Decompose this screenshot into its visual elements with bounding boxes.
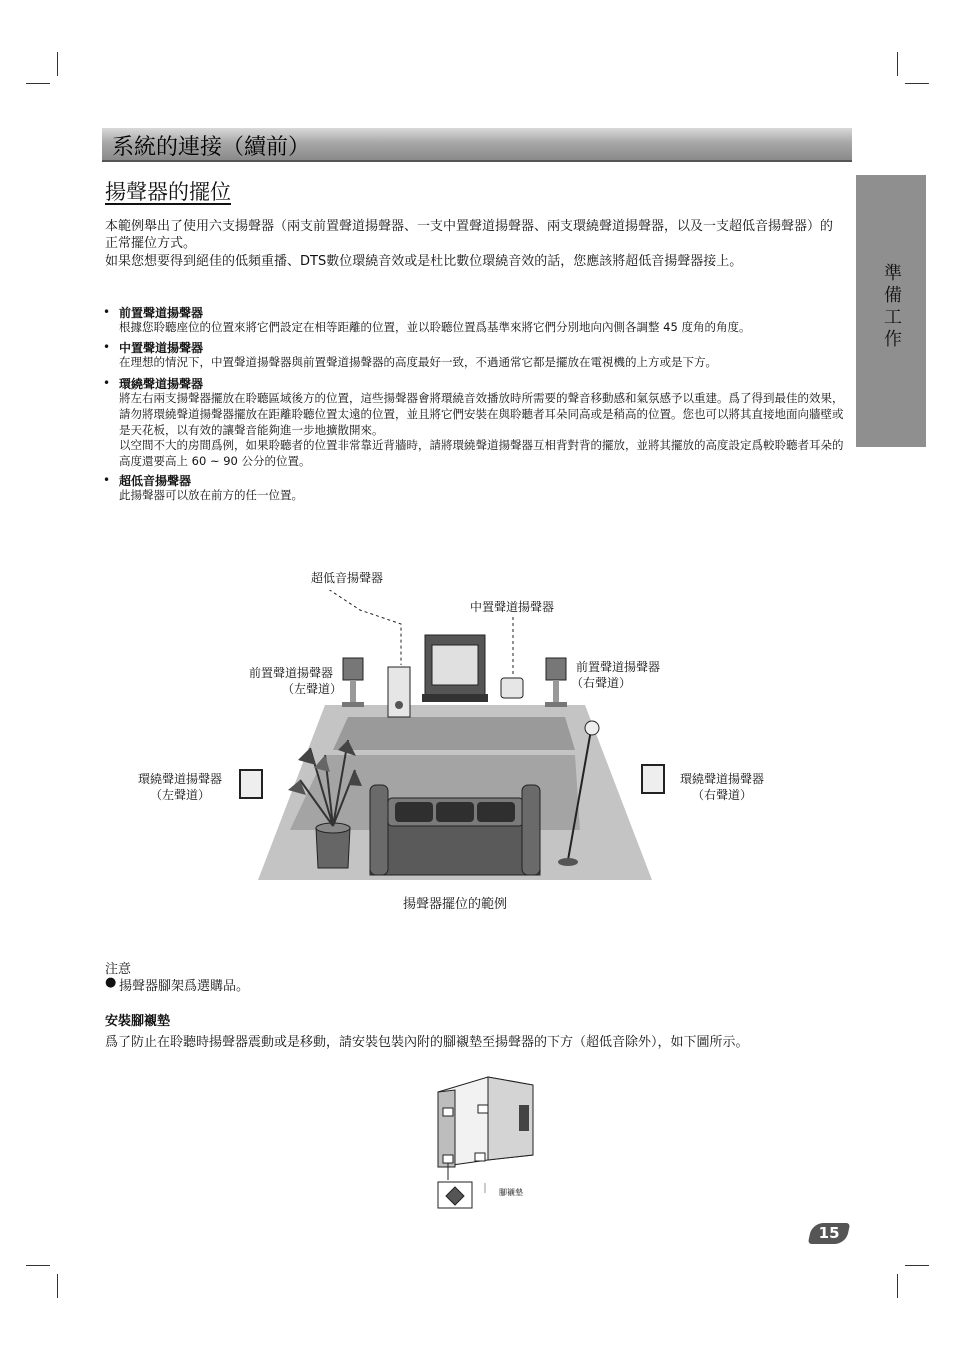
bullet-dot: •	[103, 305, 111, 319]
intro-paragraph-2: 如果您想要得到絕佳的低頻重播、DTS數位環繞音效或是杜比數位環繞音效的話，您應該將超低音揚聲器接上。	[105, 254, 743, 269]
section-title: 揚聲器的擺位	[105, 180, 231, 204]
page-number-badge	[808, 1223, 850, 1244]
bullet-dot: •	[103, 376, 111, 390]
label-front-right-channel: （右聲道）	[571, 676, 632, 690]
label-surround-left-channel: （左聲道）	[150, 788, 211, 802]
label-subwoofer: 超低音揚聲器	[311, 571, 384, 585]
label-surround-left: 環繞聲道揚聲器	[138, 772, 223, 786]
side-tab-label: 準備工作	[881, 263, 902, 351]
item-text-surround-2: 以空間不大的房間爲例，如果聆聽者的位置非常靠近背牆時，請將環繞聲道揚聲器互相背對背的擺放，並將其擺放的高度設定爲較聆聽者耳朵的高度還要高上 60 ~ 90 公分的位置。	[119, 438, 844, 468]
crop-mark	[897, 1274, 898, 1298]
label-surround-right-channel: （右聲道）	[692, 788, 753, 802]
pads-heading: 安裝腳襯墊	[105, 1014, 171, 1029]
crop-mark	[57, 52, 58, 76]
page-title: 系統的連接（續前）	[112, 135, 311, 160]
label-front-right: 前置聲道揚聲器	[576, 660, 661, 674]
crop-mark	[905, 1265, 929, 1266]
item-text-surround: 將左右兩支揚聲器擺放在聆聽區域後方的位置，這些揚聲器會將環繞音效播放時所需要的聲音移動感和氣氛感予以重建。爲了得到最佳的效果，請勿將環繞聲道揚聲器擺放在距離聆聽位置太遠的位置，並且將它們安裝在與聆聽者耳朵同高或是稍高的位置。您也可以將其直接地面向牆壁或是天花板，以有效的讓聲音能夠進一步地擴散開來。	[119, 391, 844, 437]
page-number: 15	[818, 1224, 840, 1242]
label-front-left-channel: （左聲道）	[282, 682, 343, 696]
illustration-caption: 揚聲器擺位的範例	[403, 897, 508, 912]
item-heading-front: 前置聲道揚聲器	[119, 306, 204, 320]
crop-mark	[897, 52, 898, 76]
note-text: 揚聲器腳架爲選購品。	[119, 979, 250, 994]
note-bullet: ●	[105, 975, 117, 990]
item-text-subwoofer: 此揚聲器可以放在前方的任一位置。	[119, 488, 303, 502]
label-surround-right: 環繞聲道揚聲器	[680, 772, 765, 786]
item-heading-surround: 環繞聲道揚聲器	[119, 377, 204, 391]
crop-mark	[57, 1274, 58, 1298]
note-heading: 注意	[105, 962, 132, 977]
side-tab	[856, 175, 926, 447]
pads-text: 爲了防止在聆聽時揚聲器震動或是移動，請安裝包裝內附的腳襯墊至揚聲器的下方（超低音除外），如下圖所示。	[105, 1035, 749, 1050]
crop-mark	[26, 1265, 50, 1266]
label-front-left: 前置聲道揚聲器	[249, 666, 334, 680]
header-bar	[102, 128, 852, 162]
crop-mark	[905, 83, 929, 84]
item-heading-subwoofer: 超低音揚聲器	[119, 474, 192, 488]
crop-mark	[26, 83, 50, 84]
item-heading-center: 中置聲道揚聲器	[119, 341, 204, 355]
bullet-dot: •	[103, 340, 111, 354]
item-text-front: 根據您聆聽座位的位置來將它們設定在相等距離的位置，並以聆聽位置爲基準來將它們分別地向內側各調整 45 度角的角度。	[119, 320, 751, 334]
speaker-layout-illustration	[230, 590, 680, 890]
label-center: 中置聲道揚聲器	[470, 600, 555, 614]
pads-label: 腳襯墊	[499, 1188, 523, 1197]
intro-paragraph-1: 本範例舉出了使用六支揚聲器（兩支前置聲道揚聲器、一支中置聲道揚聲器、兩支環繞聲道揚聲器，以及一支超低音揚聲器）的正常擺位方式。	[105, 219, 834, 251]
bullet-dot: •	[103, 473, 111, 487]
item-text-center: 在理想的情況下，中置聲道揚聲器與前置聲道揚聲器的高度最好一致，不過通常它都是擺放在電視機的上方或是下方。	[119, 355, 717, 369]
speaker-pads-illustration	[433, 1075, 543, 1215]
